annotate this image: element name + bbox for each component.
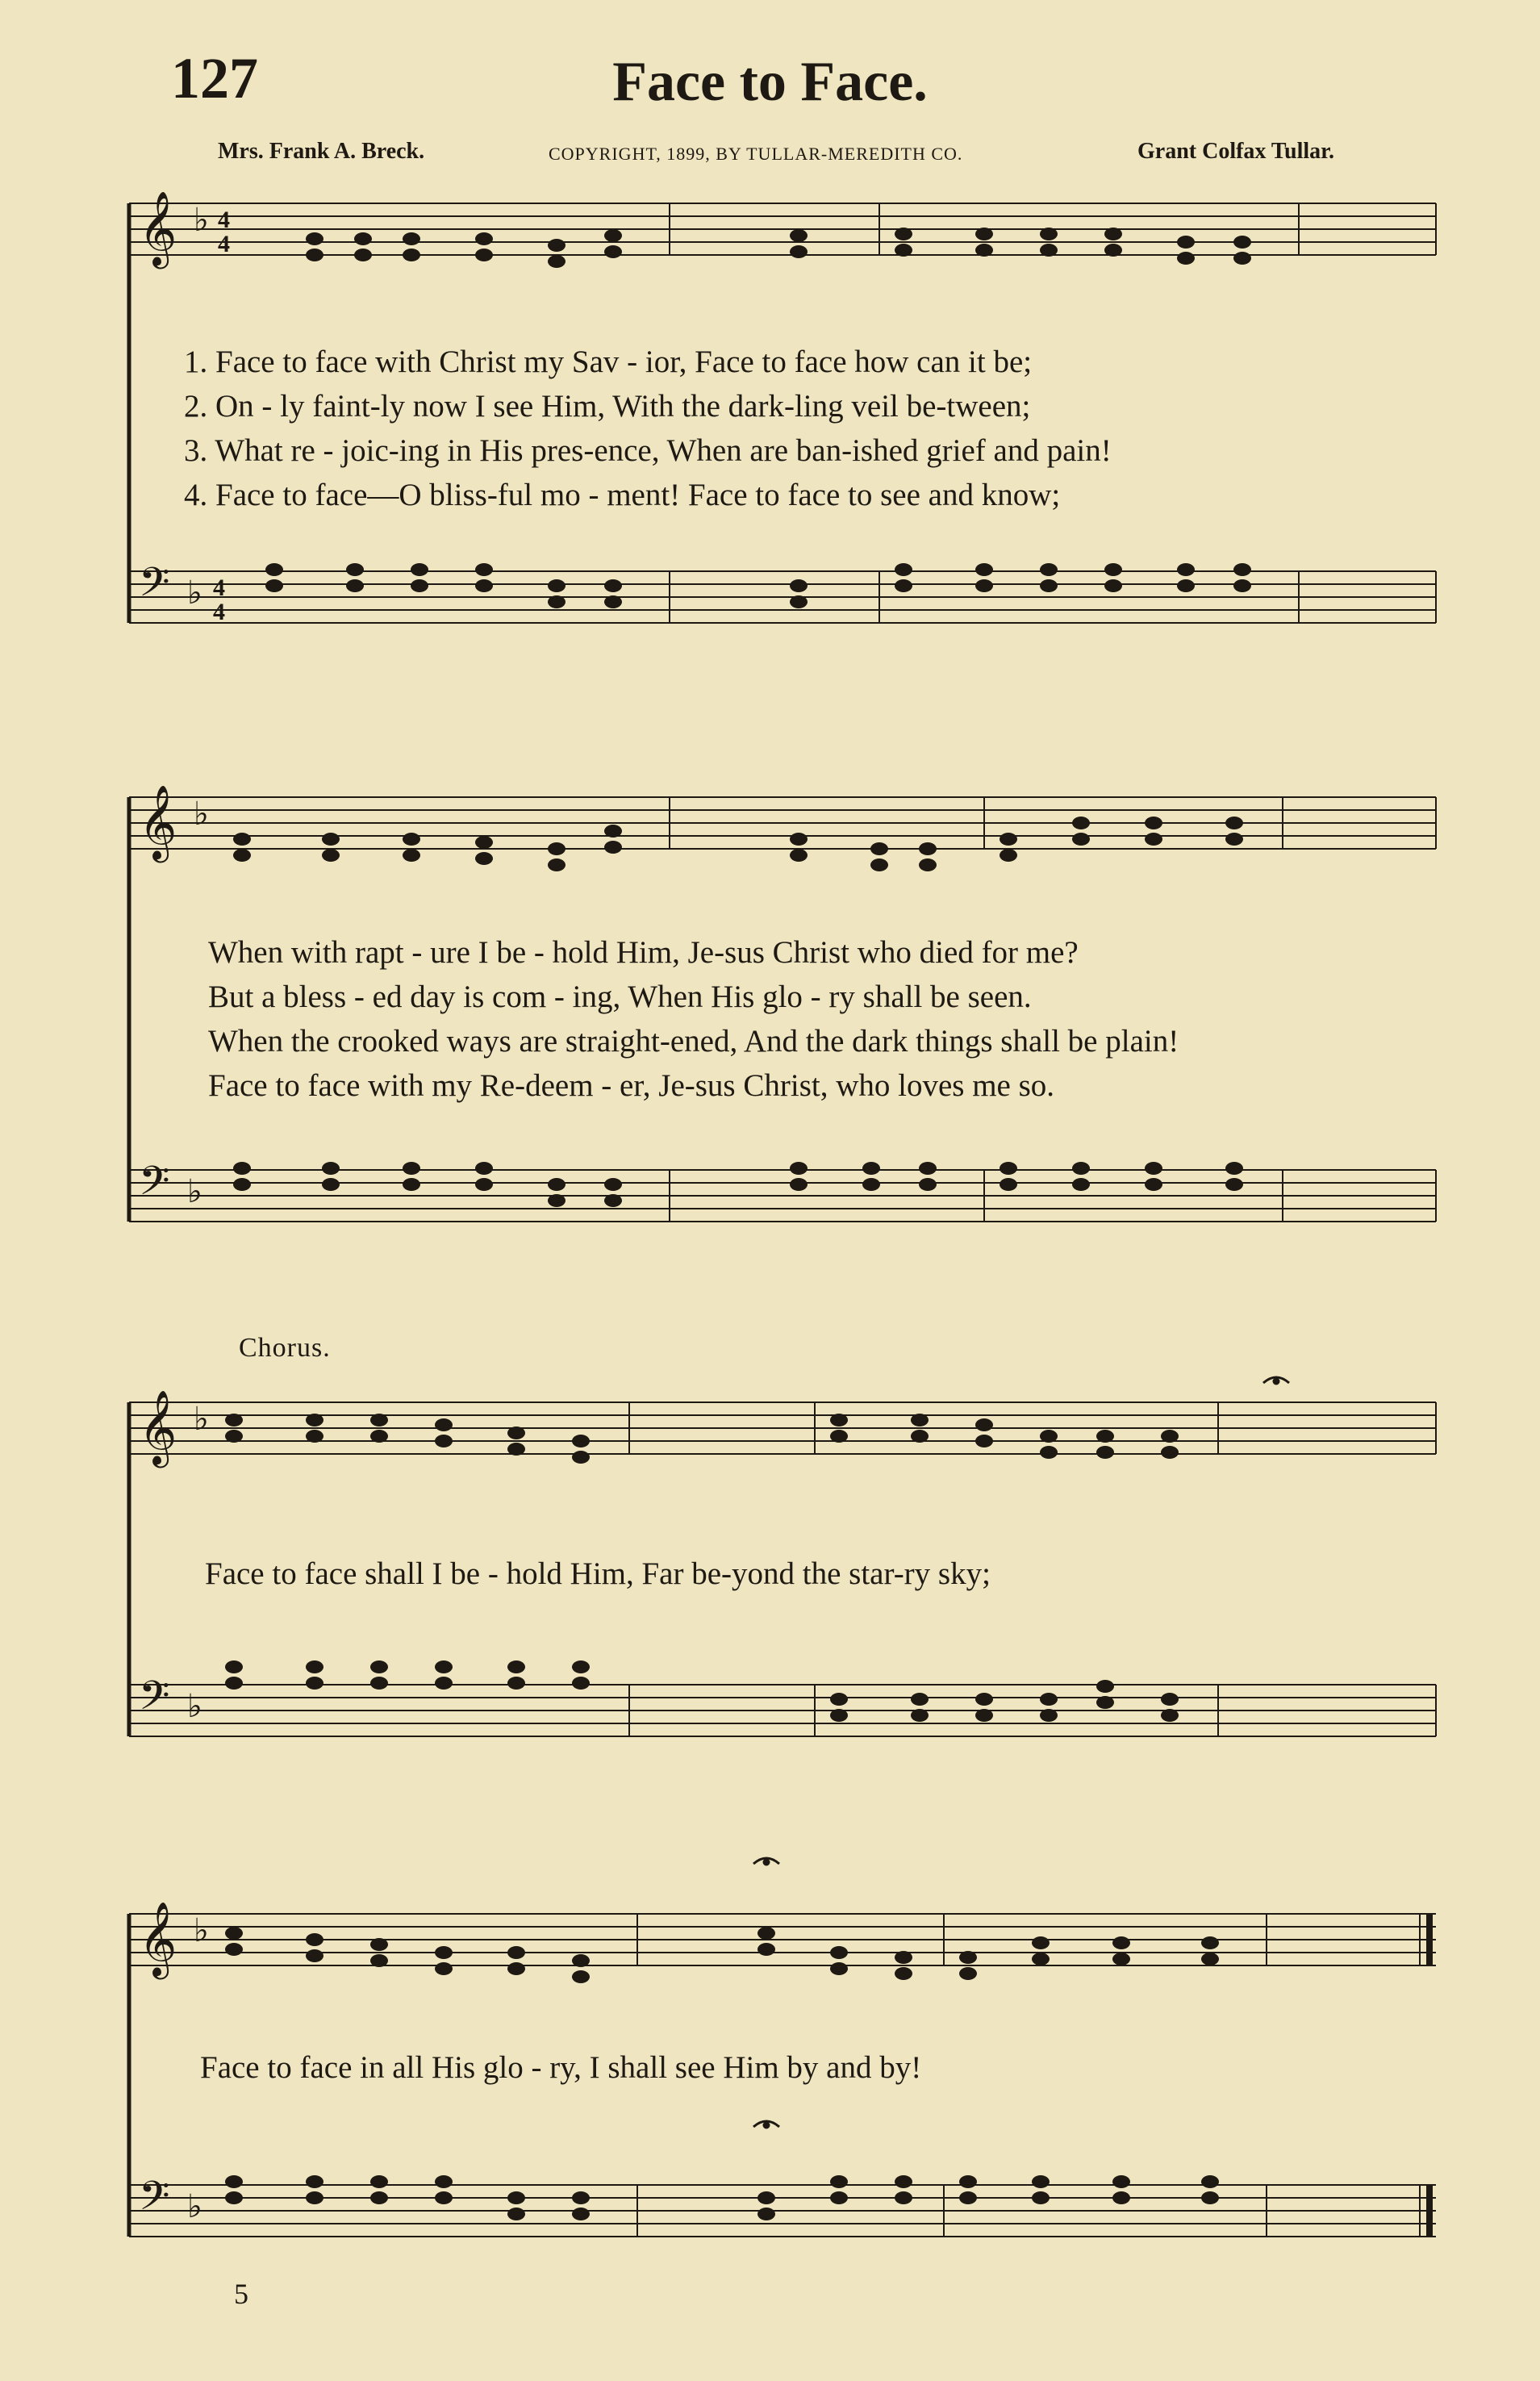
svg-text:♭: ♭: [194, 1912, 209, 1949]
composer-credit: Grant Colfax Tullar.: [1137, 139, 1335, 164]
system-3-bass: [129, 1673, 1436, 1736]
verse-line-1: 1. Face to face with Christ my Sav - ior, Face to face how can it be;: [184, 345, 1033, 379]
svg-text:𝄢: 𝄢: [139, 1673, 170, 1729]
page-number: 5: [234, 2278, 248, 2310]
svg-text:𝄢: 𝄢: [139, 559, 170, 616]
svg-text:♭: ♭: [187, 574, 202, 611]
svg-text:♭: ♭: [187, 2188, 202, 2224]
verse-cont-line-2: But a bless - ed day is com - ing, When His glo - ry shall be seen.: [208, 980, 1032, 1014]
svg-text:𝄞: 𝄞: [139, 1901, 177, 1976]
system-4-bass: [129, 2173, 1436, 2237]
verse-cont-line-3: When the crooked ways are straight-ened, And the dark things shall be plain!: [208, 1024, 1179, 1059]
verse-line-3: 3. What re - joic-ing in His pres-ence, When are ban-ished grief and pain!: [184, 433, 1112, 468]
svg-text:4: 4: [218, 231, 230, 257]
verse-line-2: 2. On - ly faint-ly now I see Him, With the dark-ling veil be-tween;: [184, 389, 1031, 424]
verse-cont-line-4: Face to face with my Re-deem - er, Je-sus Christ, who loves me so.: [208, 1068, 1055, 1103]
svg-text:𝄢: 𝄢: [139, 1158, 170, 1214]
hymn-number: 127: [171, 46, 258, 111]
svg-text:♭: ♭: [194, 796, 209, 832]
svg-text:𝄢: 𝄢: [139, 2173, 170, 2229]
svg-text:♭: ♭: [187, 1173, 202, 1209]
chorus-line-2: Face to face in all His glo - ry, I shall see Him by and by!: [200, 2050, 922, 2085]
svg-text:4: 4: [213, 599, 225, 625]
svg-text:4: 4: [213, 574, 225, 601]
chorus-label: Chorus.: [239, 1333, 331, 1363]
chorus-line-1: Face to face shall I be - hold Him, Far be-yond the star-ry sky;: [205, 1556, 991, 1591]
hymn-title: Face to Face.: [612, 51, 928, 113]
author-credit: Mrs. Frank A. Breck.: [218, 139, 425, 164]
svg-text:𝄞: 𝄞: [139, 1389, 177, 1464]
svg-text:𝄞: 𝄞: [139, 190, 177, 265]
noteheads: [225, 228, 1251, 2220]
svg-text:𝄞: 𝄞: [139, 784, 177, 859]
verse-cont-line-1: When with rapt - ure I be - hold Him, Je-sus Christ who died for me?: [208, 935, 1079, 970]
svg-text:♭: ♭: [187, 1688, 202, 1724]
svg-text:♭: ♭: [194, 202, 209, 238]
verse-line-4: 4. Face to face—O bliss-ful mo - ment! Face to face to see and know;: [184, 478, 1061, 512]
svg-text:4: 4: [218, 207, 230, 233]
system-4: [129, 1901, 1436, 1979]
system-3: [129, 1389, 1436, 1468]
svg-text:♭: ♭: [194, 1401, 209, 1437]
copyright-notice: COPYRIGHT, 1899, BY TULLAR-MEREDITH CO.: [549, 144, 963, 164]
